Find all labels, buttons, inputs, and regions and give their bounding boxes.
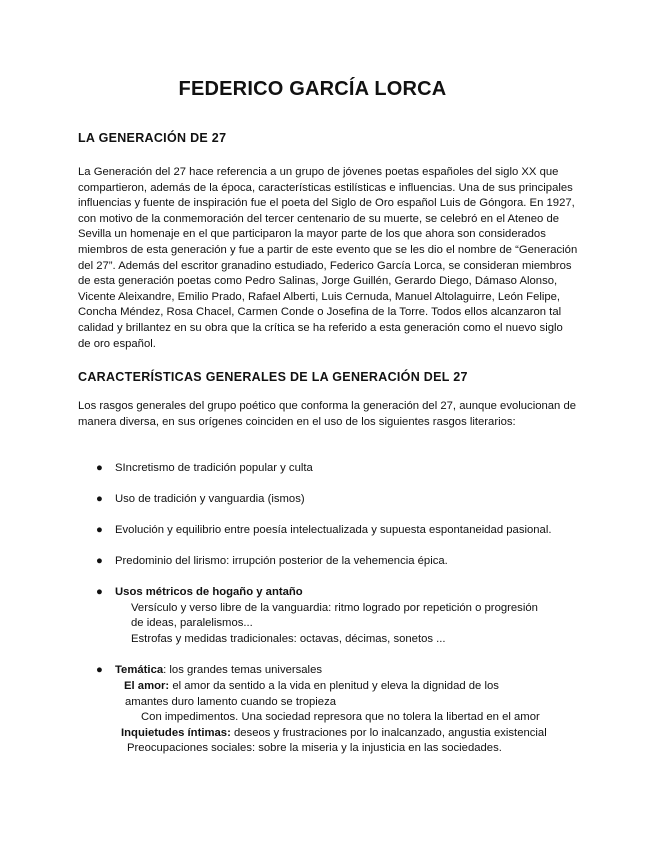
section-heading-caracteristicas: CARACTERÍSTICAS GENERALES DE LA GENERACIÓN DEL 27 <box>78 370 468 384</box>
bullet-icon: ● <box>96 664 103 676</box>
bullet-icon: ● <box>96 555 103 567</box>
metrics-line-2: de ideas, paralelismos... <box>131 617 253 629</box>
bullet-icon: ● <box>96 586 103 598</box>
bullet-icon: ● <box>96 493 103 505</box>
theme-love-line-2: amantes duro lamento cuando se tropieza <box>125 696 337 708</box>
theme-intimate-line <box>121 726 547 742</box>
theme-social-line: Preocupaciones sociales: sobre la miseria y la injusticia en las sociedades. <box>127 742 502 754</box>
metrics-label: Usos métricos de hogaño y antaño <box>115 586 303 598</box>
section-heading-generacion: LA GENERACIÓN DE 27 <box>78 131 227 145</box>
love-label: El amor: <box>124 680 170 692</box>
metrics-line-1: Versículo y verso libre de la vanguardia: ritmo logrado por repetición o progresión <box>131 602 538 614</box>
paragraph-intro: Los rasgos generales del grupo poético que conforma la generación del 27, aunque evolucionan de manera diversa, en sus orígenes coinciden en el uso de los siguientes rasgos literarios: <box>78 400 577 428</box>
intimate-text: deseos y frustraciones por lo inalcanzado, angustia existencial <box>230 727 547 739</box>
list-item-text: Predominio del lirismo: irrupción posterior de la vehemencia épica. <box>115 555 448 567</box>
theme-label: Temática <box>115 664 164 676</box>
metrics-line-3: Estrofas y medidas tradicionales: octavas, décimas, sonetos ... <box>131 633 446 645</box>
bullet-icon: ● <box>96 524 103 536</box>
theme-love-line-1 <box>124 679 499 695</box>
theme-text: : los grandes temas universales <box>163 664 323 676</box>
love-text: el amor da sentido a la vida en plenitud y eleva la dignidad de los <box>169 680 499 692</box>
theme-love-line-3: Con impedimentos. Una sociedad represora que no tolera la libertad en el amor <box>141 711 540 723</box>
intimate-label: Inquietudes íntimas: <box>121 727 231 739</box>
list-item-text: SIncretismo de tradición popular y culta <box>115 462 313 474</box>
page-title: FEDERICO GARCÍA LORCA <box>178 78 447 100</box>
bullet-icon: ● <box>96 462 103 474</box>
paragraph-generacion: La Generación del 27 hace referencia a un grupo de jóvenes poetas españoles del siglo XX que compartieron, además de la época, características estilísticas e influencias. Una de sus principales influencias y fuente de inspiración fue el poeta del Siglo de Oro español Luis de Góngora. En 1927, con motivo de la conmemoración del tercer centenario de su muerte, se celebró en el Ateneo de Sevilla un homenaje en el que participaron la mayor parte de los que ahora son considerados miembros de esta generación y fue a partir de este evento que se les dio el nombre de “Generación del 27”. Además del escritor granadino estudiado, Federico García Lorca, se consideran miembros de esta generación poetas como Pedro Salinas, Jorge Guillén, Gerardo Diego, Dámaso Alonso, Vicente Aleixandre, Emilio Prado, Rafael Alberti, Luis Cernuda, Manuel Altolaguirre, León Felipe, Concha Méndez, Rosa Chacel, Carmen Conde o Josefina de la Torre. Todos ellos alcanzaron tal calidad y brillantez en su obra que la crítica se ha referido a esta generación como el nuevo siglo de oro español. <box>78 166 578 350</box>
list-item-text: Evolución y equilibrio entre poesía intelectualizada y supuesta espontaneidad pasional. <box>115 524 552 536</box>
list-item-text: Uso de tradición y vanguardia (ismos) <box>115 493 305 505</box>
